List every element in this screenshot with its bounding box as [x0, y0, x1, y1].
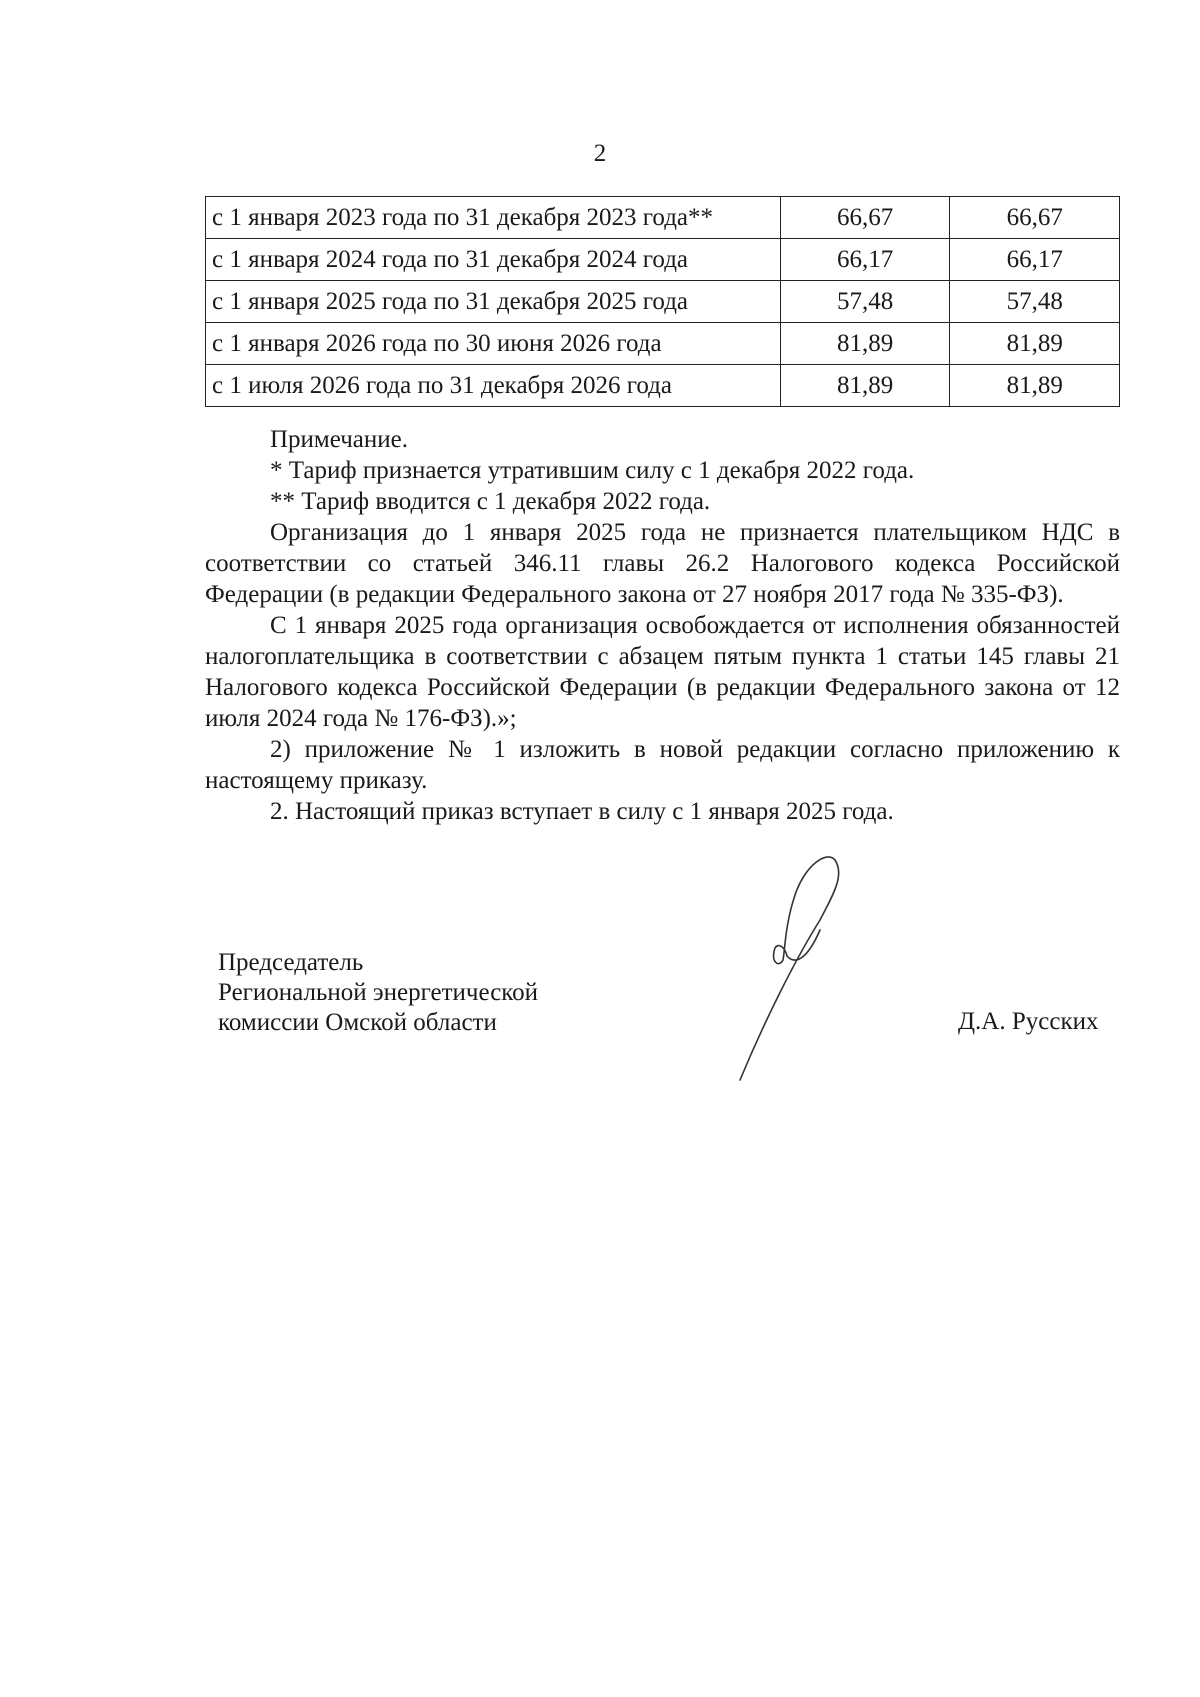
tariff-value-cell: 57,48	[950, 281, 1120, 323]
table-row	[206, 323, 1120, 365]
table-row	[206, 281, 1120, 323]
period-cell: с 1 июля 2026 года по 31 декабря 2026 года	[206, 365, 781, 407]
table-row	[206, 239, 1120, 281]
tariff-value-cell: 81,89	[780, 365, 950, 407]
period-cell: с 1 января 2026 года по 30 июня 2026 года	[206, 323, 781, 365]
signer-title-line: Региональной энергетической	[218, 979, 539, 1006]
page-number: 2	[593, 140, 607, 167]
signer-title	[218, 948, 538, 1038]
handwritten-signature	[735, 850, 855, 1090]
paragraph-vat-status: Организация до 1 января 2025 года не признается плательщиком НДС в соответствии со статьей 346.11 главы 26.2 Налогового кодекса Российской Федерации (в редакции Федерального закона от 27 ноября 2017 года № 335-ФЗ).	[205, 519, 1120, 608]
note-1: * Тариф признается утратившим силу с 1 декабря 2022 года.	[270, 457, 915, 484]
tariff-value-cell: 81,89	[950, 323, 1120, 365]
paragraph-effective-date: 2. Настоящий приказ вступает в силу с 1 января 2025 года.	[270, 798, 894, 825]
body-text	[205, 424, 1120, 827]
signer-name: Д.А. Русских	[958, 1008, 1099, 1035]
tariff-value-cell: 81,89	[780, 323, 950, 365]
paragraph-tax-exemption: С 1 января 2025 года организация освобождается от исполнения обязанностей налогоплательщика в соответствии с абзацем пятым пункта 1 статьи 145 главы 21 Налогового кодекса Российской Федерации (в редакции Федерального закона от 12 июля 2024 года № 176-ФЗ).»;	[205, 612, 1120, 732]
tariff-value-cell: 66,17	[950, 239, 1120, 281]
tariff-table	[205, 196, 1120, 407]
signer-title-line: Председатель	[218, 949, 364, 976]
tariff-value-cell: 66,17	[780, 239, 950, 281]
period-cell: с 1 января 2024 года по 31 декабря 2024 года	[206, 239, 781, 281]
note-heading: Примечание.	[270, 426, 409, 453]
note-2: ** Тариф вводится с 1 декабря 2022 года.	[270, 488, 711, 515]
paragraph-appendix: 2) приложение № 1 изложить в новой редакции согласно приложению к настоящему приказу.	[205, 736, 1120, 794]
tariff-value-cell: 81,89	[950, 365, 1120, 407]
signer-title-line: комиссии Омской области	[218, 1009, 497, 1036]
tariff-value-cell: 66,67	[780, 197, 950, 239]
tariff-value-cell: 57,48	[780, 281, 950, 323]
table-row	[206, 365, 1120, 407]
table-row	[206, 197, 1120, 239]
tariff-value-cell: 66,67	[950, 197, 1120, 239]
period-cell: с 1 января 2025 года по 31 декабря 2025 года	[206, 281, 781, 323]
period-cell: с 1 января 2023 года по 31 декабря 2023 года**	[206, 197, 781, 239]
